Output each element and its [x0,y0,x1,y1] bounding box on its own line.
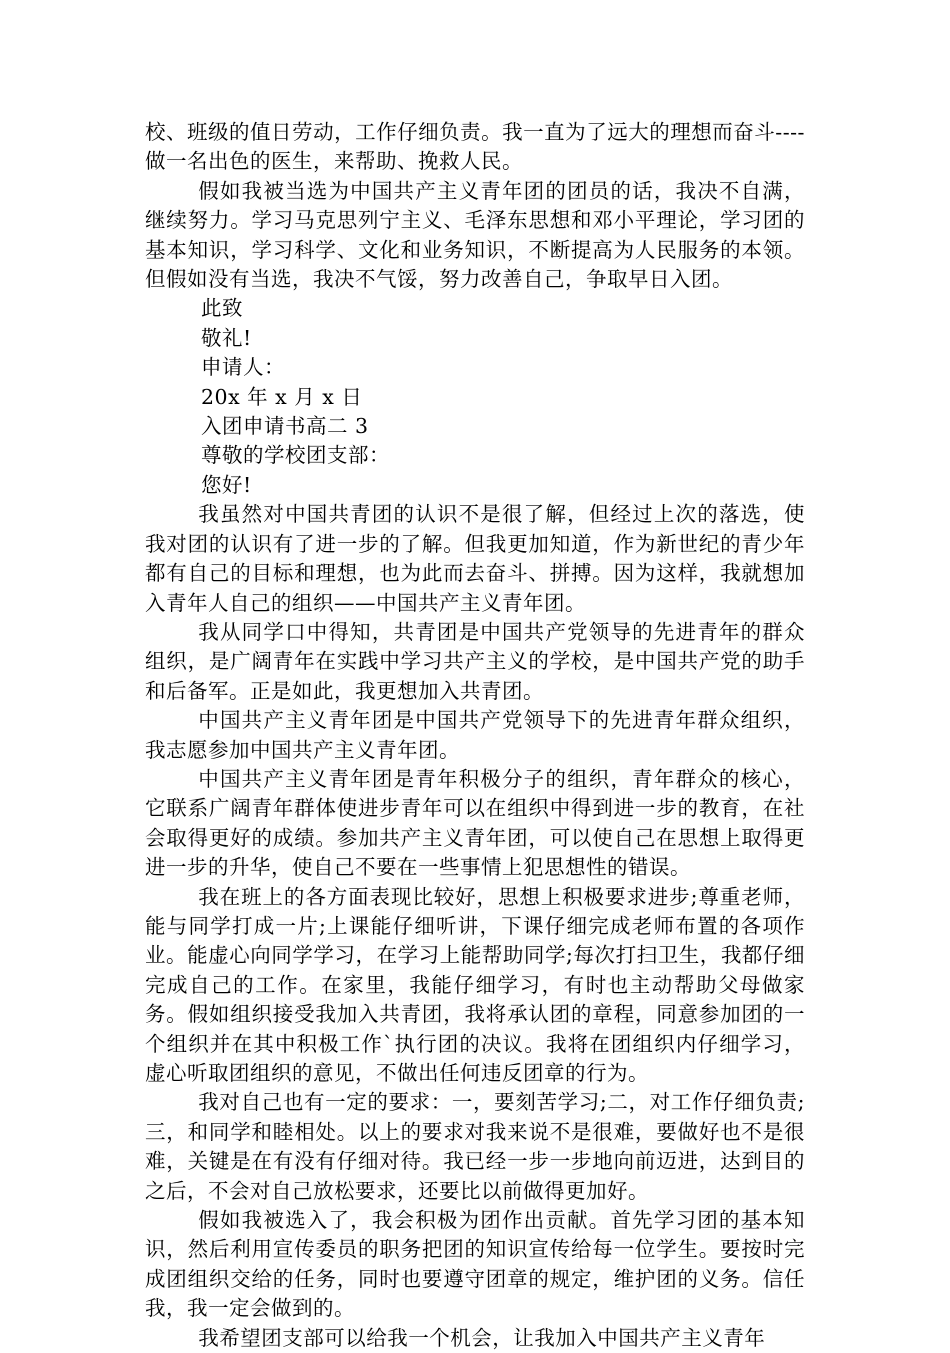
closing-line-1: 此致 [201,296,243,321]
greeting: 您好! [201,472,252,497]
body-paragraph: 我希望团支部可以给我一个机会，让我加入中国共产主义青年 [198,1325,766,1350]
section-title: 入团申请书高二 3 [201,414,369,439]
date-line: 20x 年 x 月 x 日 [201,384,363,409]
closing-line-2: 敬礼! [201,325,252,350]
body-paragraph: 我在班上的各方面表现比较好，思想上积极要求进步;尊重老师，能与同学打成一片;上课能仔细听讲，下课仔细完成老师布置的各项作业。能虚心向同学学习，在学习上能帮助同学;每次打扫卫生，我都仔细完成自己的工作。在家里，我能仔细学习，有时也主动帮助父母做家务。假如组织接受我加入共青团，我将承认团的章程，同意参加团的一个组织并在其中积极工作`执行团的决议。我将在团组织内仔细学习，虚心听取团组织的意见，不做出任何违反团章的行为。 [145,884,805,1085]
body-paragraph: 中国共产主义青年团是中国共产党领导下的先进青年群众组织，我志愿参加中国共产主义青年团。 [145,708,805,762]
body-paragraph: 中国共产主义青年团是青年积极分子的组织，青年群众的核心，它联系广阔青年群体使进步青年可以在组织中得到进一步的教育，在社会取得更好的成绩。参加共产主义青年团，可以使自己在思想上取得更进一步的升华，使自己不要在一些事情上犯思想性的错误。 [145,766,805,880]
paragraph-pledge: 假如我被当选为中国共产主义青年团的团员的话，我决不自满，继续努力。学习马克思列宁主义、毛泽东思想和邓小平理论，学习团的基本知识，学习科学、文化和业务知识，不断提高为人民服务的本领。但假如没有当选，我决不气馁，努力改善自己，争取早日入团。 [145,178,805,292]
body-paragraph: 我从同学口中得知，共青团是中国共产党领导的先进青年的群众组织，是广阔青年在实践中学习共产主义的学校，是中国共产党的助手和后备军。正是如此，我更想加入共青团。 [145,619,805,703]
signer-label: 申请人： [201,355,285,380]
body-paragraph: 我对自己也有一定的要求：一，要刻苦学习;二，对工作仔细负责;三，和同学和睦相处。以上的要求对我来说不是很难，要做好也不是很难，关键是在有没有仔细对待。我已经一步一步地向前迈进，达到目的之后，不会对自己放松要求，还要比以前做得更加好。 [145,1090,805,1203]
body-paragraph: 我虽然对中国共青团的认识不是很了解，但经过上次的落选，使我对团的认识有了进一步的了解。但我更加知道，作为新世纪的青少年都有自己的目标和理想，也为此而去奋斗、拼搏。因为这样，我就想加入青年人自己的组织——中国共产主义青年团。 [145,502,805,615]
document-body [145,118,805,1353]
body-paragraph: 假如我被选入了，我会积极为团作出贡献。首先学习团的基本知识，然后利用宣传委员的职务把团的知识宣传给每一位学生。要按时完成团组织交给的任务，同时也要遵守团章的规定，维护团的义务。信任我，我一定会做到的。 [145,1208,805,1321]
salutation: 尊敬的学校团支部： [201,443,390,468]
paragraph-continued: 校、班级的值日劳动，工作仔细负责。我一直为了远大的理想而奋斗----做一名出色的医生，来帮助、挽救人民。 [145,120,805,174]
